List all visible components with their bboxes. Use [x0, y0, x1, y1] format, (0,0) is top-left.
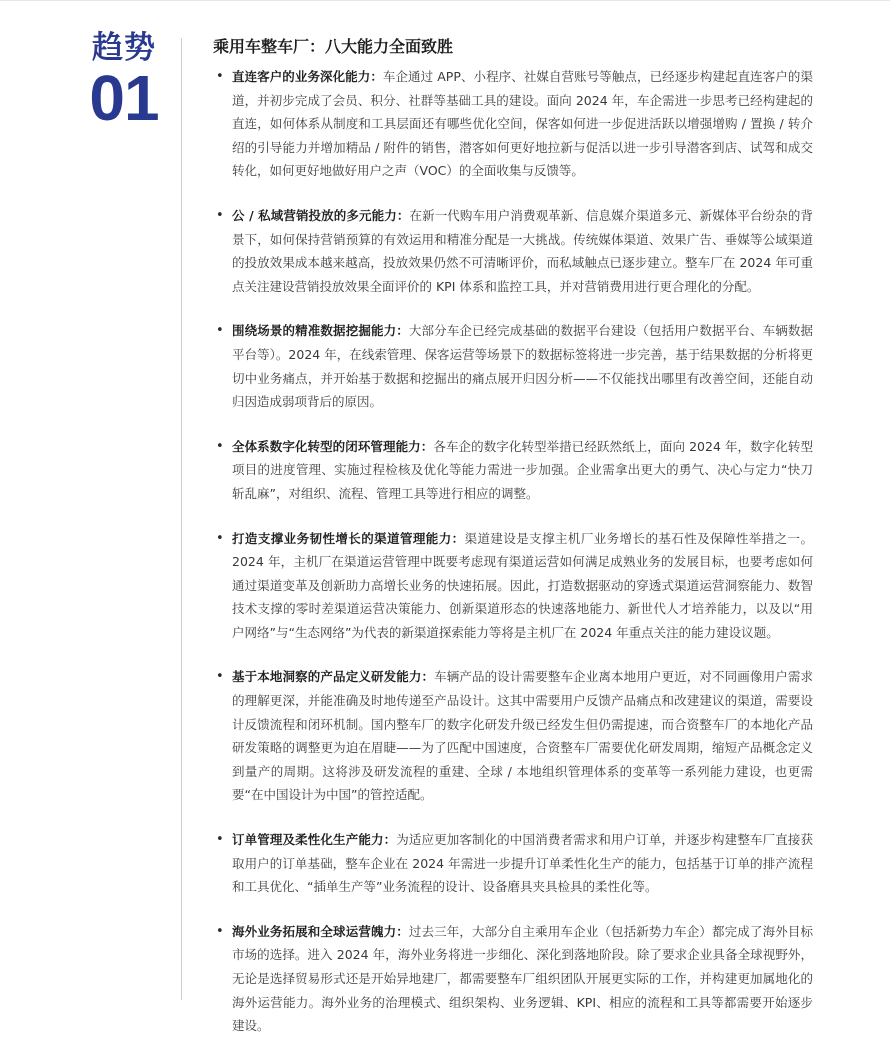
bullet-icon: • — [216, 438, 224, 454]
bullet-icon: • — [216, 530, 224, 546]
item-text: 为适应更加客制化的中国消费者需求和用户订单，并逐步构建整车厂直接获取用户的订单基础，整车企业在 2024 年需进一步提升订单柔性化生产的能力，包括基于订单的排产流程和工具优化、“插单生产等”业务流程的设计、设备磨具夹具检具的柔性化等。 — [232, 832, 813, 895]
item-title: 公 / 私域营销投放的多元能力： — [232, 207, 410, 223]
top-border — [0, 0, 890, 1]
list-item — [213, 204, 813, 298]
item-title: 直连客户的业务深化能力： — [232, 69, 383, 84]
item-title: 订单管理及柔性化生产能力： — [232, 832, 397, 848]
list-item — [213, 435, 813, 506]
trend-number: 01 — [89, 62, 159, 134]
list-item — [213, 319, 813, 413]
item-title: 全体系数字化转型的闭环管理能力： — [232, 438, 434, 454]
item-text: 各车企的数字化转型举措已经跃然纸上，面向 2024 年，数字化转型项目的进度管理、实施过程检核及优化等能力需进一步加强。企业需拿出更大的勇气、决心与定力“快刀斩乱麻”，对组织、流程、管理工具等进行相应的调整。 — [232, 438, 813, 501]
list-item — [213, 527, 813, 645]
item-title: 海外业务拓展和全球运营魄力： — [232, 923, 409, 939]
capability-list — [213, 65, 813, 1038]
item-title: 打造支撑业务韧性增长的渠道管理能力： — [232, 530, 465, 546]
main-content — [213, 35, 813, 1059]
item-text: 渠道建设是支撑主机厂业务增长的基石性及保障性举措之一。2024 年，主机厂在渠道运营管理中既要考虑现有渠道运营如何满足成熟业务的发展目标，也要考虑如何通过渠道变革及创新助力高增长业务的快速拓展。因此，打造数据驱动的穿透式渠道运营洞察能力、数智技术支撑的零时差渠道运营决策能力、创新渠道形态的快速落地能力、新世代人才培养能力，以及以“用户网络”与“生态网络”为代表的新渠道探索能力等将是主机厂在 2024 年重点关注的能力建设议题。 — [232, 530, 813, 640]
vertical-divider — [181, 38, 182, 1000]
item-text: 过去三年，大部分自主乘用车企业（包括新势力车企）都完成了海外目标市场的选择。进入 2024 年，海外业务将进一步细化、深化到落地阶段。除了要求企业具备全球视野外，无论是选择贸易形式还是开始异地建厂，都需要整车厂组织团队开展更实际的工作，并构建更加属地化的海外运营能力。海外业务的治理模式、组织架构、业务逻辑、KPI、相应的流程和工具等都需要开始逐步建设。 — [232, 923, 813, 1034]
item-text: 在新一代购车用户消费观革新、信息媒介渠道多元、新媒体平台纷杂的背景下，如何保持营销预算的有效运用和精准分配是一大挑战。传统媒体渠道、效果广告、垂媒等公域渠道的投放效果成本越来越高，投放效果仍然不可清晰评价，而私域触点已逐步建立。整车厂在 2024 年可重点关注建设营销投放效果全面评价的 KPI 体系和监控工具，并对营销费用进行更合理化的分配。 — [232, 207, 813, 294]
item-title: 围绕场景的精准数据挖掘能力： — [232, 323, 409, 339]
trend-label: 趋势 — [92, 30, 156, 66]
item-text: 大部分车企已经完成基础的数据平台建设（包括用户数据平台、车辆数据平台等）。2024 年，在线索管理、保客运营等场景下的数据标签将进一步完善，基于结果数据的分析将更切中业务痛点，并开始基于数据和挖掘出的痛点展开归因分析——不仅能找出哪里有改善空间，还能自动归因造成弱项背后的原因。 — [232, 323, 813, 410]
item-text: 车辆产品的设计需要整车企业离本地用户更近，对不同画像用户需求的理解更深，并能准确及时地传递至产品设计。这其中需要用户反馈产品痛点和改建建议的渠道，需要设计反馈流程和闭环机制。国内整车厂的数字化研发升级已经发生但仍需提速，而合资整车厂的本地化产品研发策略的调整更为迫在眉睫——为了匹配中国速度，合资整车厂需要优化研发周期，缩短产品概念定义到量产的周期。这将涉及研发流程的重建、全球 / 本地组织管理体系的变革等一系列能力建设，也更需要“在中国设计为中国”的管控适配。 — [232, 669, 813, 803]
bullet-icon: • — [216, 69, 224, 84]
bullet-icon: • — [216, 832, 224, 848]
trend-marker — [84, 30, 164, 134]
bullet-icon: • — [216, 923, 224, 939]
section-heading: 乘用车整车厂：八大能力全面致胜 — [213, 37, 454, 56]
list-item — [213, 665, 813, 807]
bullet-icon: • — [216, 323, 224, 339]
list-item — [213, 65, 813, 183]
item-text: 车企通过 APP、小程序、社媒自营账号等触点，已经逐步构建起直连客户的渠道，并初步完成了会员、积分、社群等基础工具的建设。面向 2024 年，车企需进一步思考已经构建起的直连，如何体系从制度和工具层面还有哪些优化空间，保客如何进一步促进活跃以增强增购 / 置换 / 转介绍的引导能力并增加精品 / 附件的销售，潜客如何更好地拉新与促活以进一步引导潜客到店、试驾和成交转化，如何更好地做好用户之声（VOC）的全面收集与反馈等。 — [232, 69, 813, 179]
item-title: 基于本地洞察的产品定义研发能力： — [232, 669, 435, 685]
list-item — [213, 828, 813, 899]
bullet-icon: • — [216, 669, 224, 685]
list-item — [213, 920, 813, 1038]
bullet-icon: • — [216, 207, 224, 223]
